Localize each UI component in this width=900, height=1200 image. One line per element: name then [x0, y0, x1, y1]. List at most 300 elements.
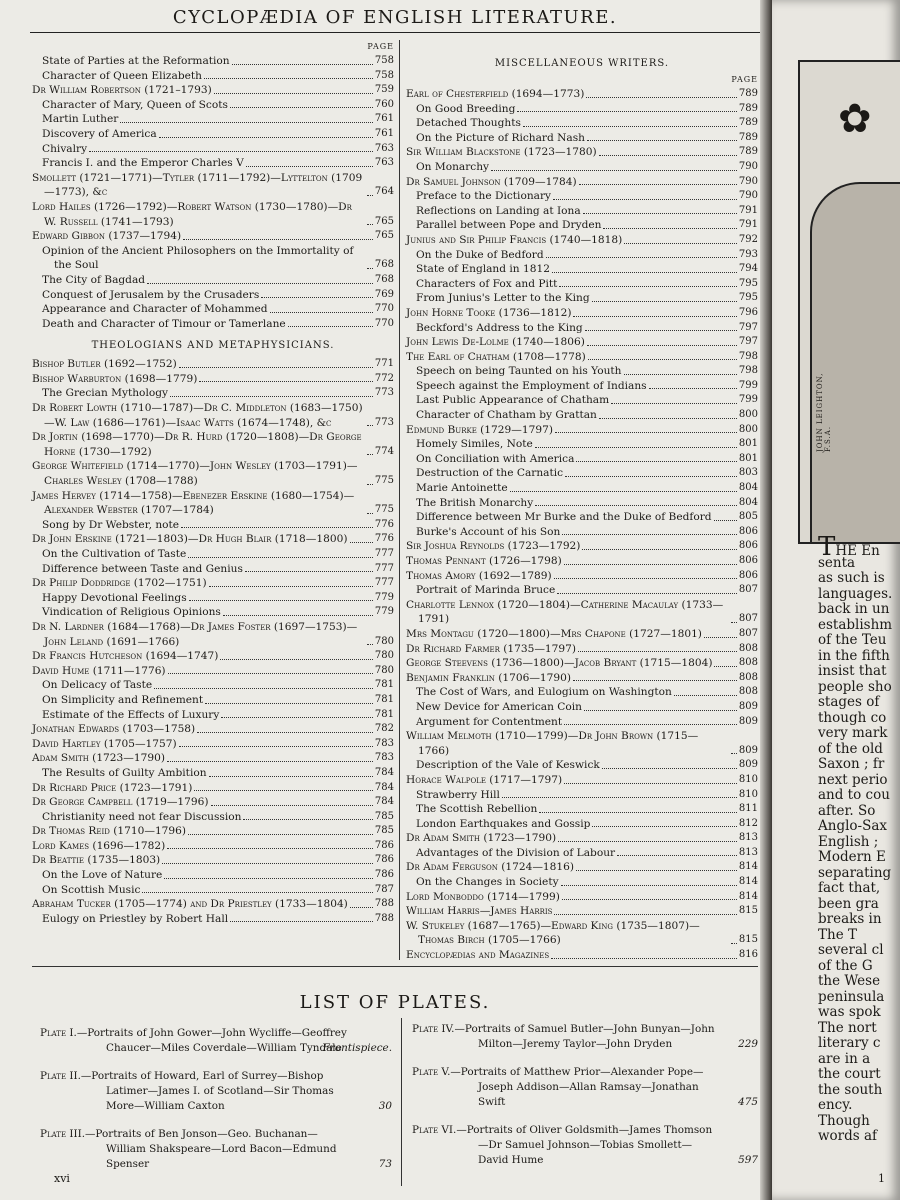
entry-page: 759	[374, 84, 394, 96]
facing-text-line: next perio	[818, 771, 888, 788]
entry-title: The Scottish Rebellion	[416, 803, 538, 816]
entry-title: The British Monarchy	[416, 496, 534, 509]
work-entry	[406, 817, 758, 832]
entry-title: State of England in 1812	[416, 263, 550, 276]
plate-entry	[40, 1069, 392, 1114]
plates-title: LIST OF PLATES.	[299, 992, 491, 1013]
plate-page: 597	[738, 1154, 758, 1166]
work-entry	[32, 54, 394, 69]
dot-leader	[523, 126, 737, 127]
entry-page: 784	[374, 781, 394, 793]
entry-page: 807	[738, 613, 758, 625]
entry-title: Abraham Tucker (1705—1774) and Dr Priestley (1733—1804)	[32, 898, 348, 911]
facing-text-line: fact that,	[818, 880, 881, 896]
author-entry	[32, 620, 394, 649]
entry-title: Dr Robert Lowth (1710—1787)—Dr C. Middleton (1683—1750)—W. Law (1686—1761)—Isaac Watts (1674—1748), &c	[32, 402, 363, 429]
entry-title: The Earl of Chatham (1708—1778)	[406, 350, 586, 363]
facing-text-rest: HE En	[835, 543, 880, 559]
facing-text-line: the south	[818, 1081, 883, 1098]
plate-label: Plate VI.	[412, 1124, 457, 1136]
dot-leader	[517, 111, 737, 112]
entry-title: Edmund Burke (1729—1797)	[406, 423, 553, 436]
entry-list	[32, 357, 394, 926]
author-entry	[406, 671, 758, 686]
entry-title: On Good Breeding	[416, 102, 516, 115]
entry-page: 809	[738, 700, 758, 712]
facing-text-line: literary c	[818, 1035, 881, 1051]
artist-credit: JOHN LEIGHTON, F.S.A.	[816, 372, 832, 452]
dot-leader	[211, 805, 373, 806]
section-heading: MISCELLANEOUS WRITERS.	[494, 58, 670, 69]
entry-page: 792	[738, 233, 758, 245]
work-entry	[32, 127, 394, 142]
entry-title: Sir William Blackstone (1723—1780)	[406, 146, 597, 159]
entry-title: Last Public Appearance of Chatham	[416, 394, 610, 407]
dot-leader	[167, 761, 373, 762]
entry-page: 773	[374, 387, 394, 399]
entry-page: 810	[738, 788, 758, 800]
entry-page: 814	[738, 890, 758, 902]
author-entry	[406, 860, 758, 875]
work-entry	[406, 715, 758, 730]
dot-leader	[230, 921, 373, 922]
author-entry	[406, 642, 758, 657]
work-entry	[32, 317, 394, 332]
facing-text-line: English ;	[818, 833, 879, 850]
entry-page: 789	[738, 88, 758, 99]
dot-leader	[579, 184, 737, 185]
entry-title: John Lewis De-Lolme (1740—1806)	[406, 336, 585, 349]
entry-page: 776	[374, 518, 394, 530]
entry-page: 783	[374, 752, 394, 764]
entry-list	[406, 87, 758, 963]
column-divider	[399, 40, 400, 960]
plate-page: 30	[378, 1100, 392, 1112]
entry-title: Difference between Taste and Genius	[42, 562, 243, 575]
entry-title: Description of the Vale of Keswick	[416, 759, 600, 772]
entry-page: 777	[374, 577, 394, 589]
facing-text-line: after. So	[818, 802, 876, 819]
entry-page: 769	[374, 288, 394, 300]
dot-leader	[603, 228, 736, 229]
dot-leader	[731, 753, 737, 754]
dot-leader	[587, 140, 737, 141]
facing-text-line: the court	[818, 1066, 881, 1082]
entry-title: Horace Walpole (1717—1797)	[406, 773, 563, 786]
entry-page: 810	[738, 773, 758, 785]
dot-leader	[243, 819, 372, 820]
dot-leader	[89, 151, 373, 152]
dot-leader	[189, 600, 373, 601]
plate-text	[40, 1127, 392, 1172]
dot-leader	[559, 286, 736, 287]
entry-page: 788	[374, 898, 394, 910]
work-entry	[406, 788, 758, 803]
facing-text-line: senta	[818, 554, 856, 571]
entry-page: 803	[738, 467, 758, 479]
dot-leader	[510, 491, 737, 492]
author-entry	[406, 729, 758, 758]
work-entry	[406, 189, 758, 204]
author-entry	[32, 532, 394, 547]
author-entry	[406, 335, 758, 350]
entry-page: 779	[374, 591, 394, 603]
facing-text-line: are in a	[818, 1050, 871, 1067]
plates-left-column	[40, 1026, 392, 1185]
author-entry	[32, 459, 394, 488]
author-entry	[32, 489, 394, 518]
dot-leader	[562, 534, 737, 535]
work-entry	[406, 291, 758, 306]
page-column-header: PAGE	[731, 75, 758, 84]
entry-title: Advantages of the Division of Labour	[416, 846, 616, 859]
dot-leader	[246, 166, 373, 167]
entry-title: Dr Beattie (1735—1803)	[32, 854, 161, 867]
entry-title: Reflections on Landing at Iona	[416, 204, 581, 217]
plate-entry	[412, 1123, 758, 1168]
entry-title: Speech against the Employment of Indians	[416, 379, 647, 392]
entry-title: William Melmoth (1710—1799)—Dr John Brown (1715—1766)	[406, 730, 699, 757]
entry-title: Edward Gibbon (1737—1794)	[32, 230, 182, 243]
author-entry	[406, 948, 758, 963]
entry-page: 785	[374, 810, 394, 822]
entry-page: 815	[738, 934, 758, 946]
work-entry	[32, 912, 394, 927]
dot-leader	[270, 312, 373, 313]
dot-leader	[188, 557, 373, 558]
entry-page: 777	[374, 548, 394, 559]
plate-description: —Portraits of Howard, Earl of Surrey—Bishop Latimer—James I. of Scotland—Sir Thomas More—William Caxton	[80, 1070, 334, 1112]
work-entry	[32, 288, 394, 303]
dot-leader	[554, 914, 736, 915]
entry-title: On Delicacy of Taste	[42, 679, 153, 692]
dot-leader	[194, 790, 372, 791]
entry-page: 815	[738, 905, 758, 917]
dot-leader	[578, 651, 737, 652]
dot-leader	[204, 78, 373, 79]
plate-page: 475	[738, 1096, 758, 1108]
entry-title: David Hartley (1705—1757)	[32, 737, 177, 750]
dot-leader	[120, 122, 373, 123]
work-entry	[32, 547, 394, 562]
entry-title: Preface to the Dictionary	[416, 190, 552, 203]
dot-leader	[168, 673, 373, 674]
entry-page: 808	[738, 686, 758, 698]
dot-leader	[214, 93, 373, 94]
facing-text-line: of the G	[818, 957, 873, 974]
facing-text-line	[818, 532, 900, 562]
work-entry	[406, 393, 758, 408]
entry-title: Difference between Mr Burke and the Duke of Bedford	[416, 511, 712, 524]
dot-leader	[674, 695, 737, 696]
author-entry	[32, 824, 394, 839]
dot-leader	[573, 316, 736, 317]
dot-leader	[561, 885, 737, 886]
page-column-header: PAGE	[367, 42, 394, 51]
entry-page: 799	[738, 394, 758, 406]
plate-entry	[412, 1065, 758, 1110]
dot-leader	[557, 593, 737, 594]
dot-leader	[592, 301, 737, 302]
dot-leader	[564, 564, 737, 565]
entry-title: Thomas Amory (1692—1789)	[406, 569, 552, 582]
dot-leader	[502, 797, 737, 798]
work-entry	[32, 302, 394, 317]
dot-leader	[611, 403, 737, 404]
plate-entry	[412, 1022, 758, 1052]
facing-page-text	[818, 532, 900, 1145]
author-entry	[32, 401, 394, 430]
entry-title: Character of Chatham by Grattan	[416, 409, 597, 422]
work-entry	[406, 525, 758, 540]
work-entry	[406, 452, 758, 467]
work-entry	[406, 364, 758, 379]
facing-text-line: languages.	[818, 585, 893, 602]
entry-page: 780	[374, 650, 394, 662]
dot-leader	[587, 345, 737, 346]
dot-leader	[154, 688, 373, 689]
entry-title: Earl of Chesterfield (1694—1773)	[406, 88, 585, 100]
work-entry	[32, 386, 394, 401]
plate-description: —Portraits of Ben Jonson—Geo. Buchanan—William Shakspeare—Lord Bacon—Edmund Spenser	[85, 1128, 337, 1170]
entry-page: 809	[738, 715, 758, 727]
dot-leader	[535, 447, 737, 448]
entry-page: 814	[738, 861, 758, 873]
plate-page: 73	[378, 1158, 392, 1170]
work-entry	[32, 591, 394, 606]
plates-right-column	[412, 1022, 758, 1181]
dot-leader	[245, 571, 373, 572]
entry-title: Strawberry Hill	[416, 788, 500, 801]
work-entry	[406, 583, 758, 598]
dot-leader	[552, 272, 737, 273]
author-entry	[406, 656, 758, 671]
figure-arch	[810, 182, 900, 544]
entry-page: 763	[374, 157, 394, 169]
work-entry	[32, 244, 394, 273]
dot-leader	[624, 243, 737, 244]
work-entry	[32, 766, 394, 781]
entry-page: 805	[738, 511, 758, 523]
facing-text-line: breaks in	[818, 911, 882, 927]
dot-leader	[588, 359, 737, 360]
work-entry	[32, 98, 394, 113]
entry-page: 794	[738, 263, 758, 275]
work-entry	[406, 758, 758, 773]
facing-text-line: though co	[818, 709, 887, 726]
work-entry	[406, 802, 758, 817]
entry-title: Sir Joshua Reynolds (1723—1792)	[406, 540, 581, 553]
dot-leader	[592, 826, 737, 827]
dot-leader	[164, 878, 373, 879]
entry-title: George Whitefield (1714—1770)—John Wesley (1703—1791)—Charles Wesley (1708—1788)	[32, 460, 358, 488]
dot-leader	[167, 848, 373, 849]
dot-leader	[535, 505, 737, 506]
facing-page-number: 1	[878, 1172, 885, 1185]
facing-text-line: of the old	[818, 740, 883, 757]
dot-leader	[183, 239, 373, 240]
entry-page: 781	[374, 708, 394, 720]
facing-text-line: establishm	[818, 616, 893, 633]
facing-text-line: very mark	[818, 725, 888, 741]
plate-text	[412, 1123, 758, 1168]
entry-page: 789	[738, 146, 758, 158]
work-entry	[32, 112, 394, 127]
entry-title: Speech on being Taunted on his Youth	[416, 365, 622, 378]
dot-leader	[599, 418, 737, 419]
entry-page: 797	[738, 321, 758, 333]
author-entry	[32, 430, 394, 459]
entry-title: Charlotte Lennox (1720—1804)—Catherine Macaulay (1733—1791)	[406, 598, 724, 626]
entry-page: 786	[374, 854, 394, 866]
dot-leader	[599, 155, 737, 156]
entry-page: 801	[738, 452, 758, 464]
plate-label: Plate V.	[412, 1066, 451, 1078]
plate-page: 229	[738, 1038, 758, 1050]
entry-title: Detached Thoughts	[416, 117, 521, 130]
dot-leader	[539, 812, 737, 813]
entry-page: 789	[738, 102, 758, 114]
work-entry	[406, 262, 758, 277]
entry-title: Happy Devotional Feelings	[42, 591, 187, 604]
entry-title: London Earthquakes and Gossip	[416, 817, 591, 830]
plate-label: Plate II.	[40, 1070, 81, 1082]
facing-text-line: and to cou	[818, 787, 890, 803]
dot-leader	[714, 520, 737, 521]
entry-title: Character of Mary, Queen of Scots	[42, 98, 228, 111]
facing-text-line: ency.	[818, 1097, 853, 1113]
entry-title: Christianity need not fear Discussion	[42, 810, 242, 823]
author-entry	[406, 87, 758, 102]
dot-leader	[162, 863, 373, 864]
entry-page: 775	[374, 504, 394, 516]
entry-page: 813	[738, 846, 758, 858]
dot-leader	[367, 268, 373, 269]
dot-leader	[197, 732, 373, 733]
entry-title: Estimate of the Effects of Luxury	[42, 708, 220, 721]
author-entry	[406, 350, 758, 365]
dot-leader	[209, 586, 373, 587]
entry-title: Francis I. and the Emperor Charles V	[42, 157, 244, 170]
plate-entry	[40, 1026, 392, 1056]
dot-leader	[576, 870, 737, 871]
entry-page: 808	[738, 657, 758, 669]
facing-text-line: of the Teu	[818, 632, 887, 648]
dot-leader	[181, 527, 373, 528]
entry-page: 765	[374, 230, 394, 242]
facing-text-line: Though	[818, 1112, 870, 1129]
dot-leader	[731, 943, 737, 944]
entry-title: The Cost of Wars, and Eulogium on Washington	[416, 686, 672, 699]
plate-label: Plate IV.	[412, 1023, 455, 1035]
entry-page: 797	[738, 336, 758, 348]
work-entry	[406, 248, 758, 263]
author-entry	[406, 306, 758, 321]
dot-leader	[170, 396, 373, 397]
entry-title: Homely Similes, Note	[416, 438, 533, 451]
facing-text-line: Modern E	[818, 849, 886, 865]
entry-title: Thomas Pennant (1726—1798)	[406, 555, 562, 567]
facing-text-line: as such is	[818, 570, 885, 586]
plate-page: Frontispiece.	[322, 1042, 392, 1054]
author-entry	[32, 200, 394, 229]
entry-page: 798	[738, 365, 758, 377]
author-entry	[32, 357, 394, 372]
entry-page: 808	[738, 642, 758, 654]
entry-page: 773	[374, 416, 394, 428]
drop-cap: T	[818, 532, 836, 562]
entry-title: Characters of Fox and Pitt	[416, 277, 558, 290]
author-entry	[406, 175, 758, 190]
entry-page: 796	[738, 306, 758, 318]
entry-title: John Horne Tooke (1736—1812)	[406, 306, 572, 319]
dot-leader	[576, 461, 737, 462]
entry-page: 814	[738, 876, 758, 888]
entry-page: 809	[738, 744, 758, 756]
dot-leader	[350, 907, 373, 908]
entry-page: 816	[738, 949, 758, 961]
entry-page: 813	[738, 832, 758, 844]
plate-entry	[40, 1127, 392, 1172]
dot-leader	[558, 841, 737, 842]
entry-title: Dr Adam Smith (1723—1790)	[406, 832, 557, 845]
entry-list	[32, 54, 394, 331]
author-entry	[406, 539, 758, 554]
entry-title: Dr Richard Price (1723—1791)	[32, 781, 193, 794]
author-entry	[406, 145, 758, 160]
entry-title: On Monarchy	[416, 160, 490, 173]
dot-leader	[205, 703, 373, 704]
entry-page: 761	[374, 127, 394, 139]
dot-leader	[551, 958, 737, 959]
entry-page: 795	[738, 277, 758, 289]
facing-text-line: Anglo-Sax	[818, 818, 888, 834]
entry-page: 758	[374, 69, 394, 81]
entry-page: 761	[374, 113, 394, 125]
dot-leader	[562, 899, 737, 900]
entry-title: Dr William Robertson (1721–1793)	[32, 84, 212, 97]
entry-title: Mrs Montagu (1720—1800)—Mrs Chapone (1727—1801)	[406, 627, 702, 640]
author-entry	[32, 229, 394, 244]
author-entry	[406, 569, 758, 584]
plate-description: —Portraits of Oliver Goldsmith—James Thomson—Dr Samuel Johnson—Tobias Smollett—David Hume	[456, 1124, 713, 1166]
entry-page: 768	[374, 259, 394, 271]
entry-page: 784	[374, 796, 394, 808]
work-entry	[32, 693, 394, 708]
plate-description: —Portraits of Matthew Prior—Alexander Pope—Joseph Addison—Allan Ramsay—Jonathan Swift	[450, 1066, 704, 1108]
entry-page: 800	[738, 409, 758, 421]
author-entry	[406, 233, 758, 248]
entry-title: Vindication of Religious Opinions	[42, 606, 221, 619]
engraving-illustration	[798, 60, 900, 544]
entry-page: 764	[374, 186, 394, 198]
entry-page: 771	[374, 358, 394, 370]
entry-title: Eulogy on Priestley by Robert Hall	[42, 912, 229, 925]
entry-page: 786	[374, 839, 394, 851]
plate-label: Plate III.	[40, 1128, 86, 1140]
author-entry	[32, 722, 394, 737]
work-entry	[406, 496, 758, 511]
entry-page: 788	[374, 912, 394, 924]
dot-leader	[179, 746, 373, 747]
facing-text-line: Saxon ; fr	[818, 756, 885, 772]
dot-leader	[367, 513, 373, 514]
entry-page: 795	[738, 292, 758, 304]
facing-text-line: been gra	[818, 895, 879, 912]
author-entry	[32, 664, 394, 679]
dot-leader	[582, 549, 736, 550]
dot-leader	[209, 776, 373, 777]
